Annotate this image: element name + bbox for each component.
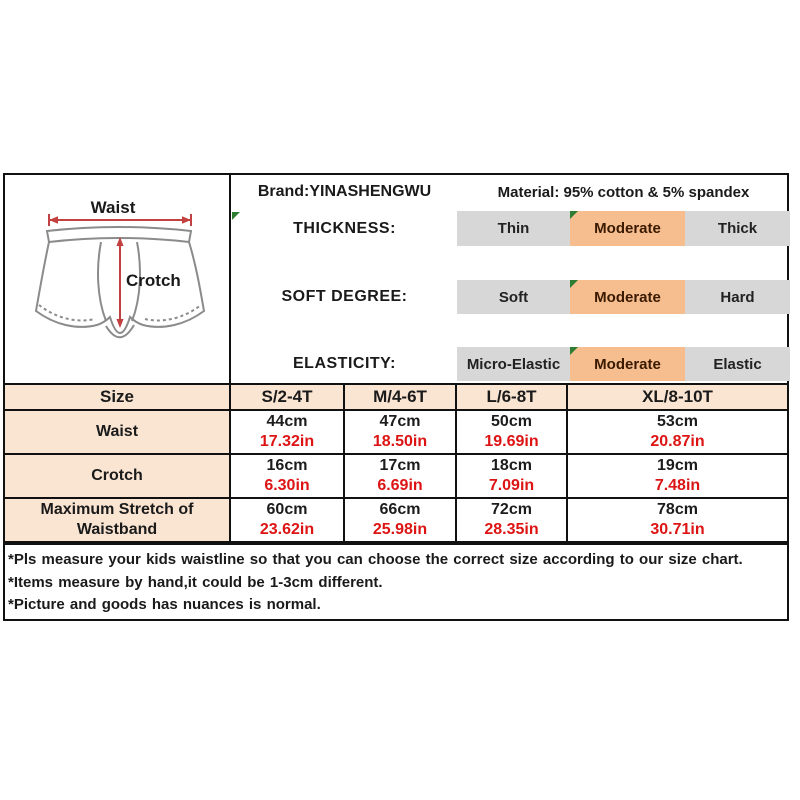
elasticity-options — [457, 347, 790, 381]
value-cm: 78cm — [657, 501, 698, 518]
value-cm: 19cm — [657, 457, 698, 474]
crotch-arrow-icon — [116, 237, 123, 328]
value-in: 7.48in — [654, 477, 701, 494]
size-cell — [345, 411, 457, 455]
soft-selected-text: Moderate — [594, 288, 661, 306]
elasticity-label: ELASTICITY: — [293, 355, 396, 372]
size-table-header: S/2-4T — [231, 385, 345, 411]
value-cm: 60cm — [266, 501, 308, 518]
value-in: 20.87in — [650, 433, 705, 450]
elasticity-option-moderate — [570, 347, 685, 381]
value-in: 23.62in — [259, 521, 315, 538]
size-cell — [457, 411, 568, 455]
value-cm: 50cm — [491, 413, 532, 430]
value-in: 19.69in — [484, 433, 539, 450]
value-cm: 17cm — [379, 457, 421, 474]
value-in: 18.50in — [372, 433, 428, 450]
value-in: 28.35in — [484, 521, 539, 538]
size-cell — [231, 455, 345, 499]
size-table-header: M/4-6T — [345, 385, 457, 411]
value-cm: 18cm — [491, 457, 532, 474]
soft-option-soft: Soft — [457, 280, 570, 314]
note-line: *Picture and goods has nuances is normal. — [8, 595, 321, 613]
value-cm: 44cm — [266, 413, 308, 430]
size-cell — [457, 499, 568, 541]
thickness-option-thin: Thin — [457, 211, 570, 246]
value-cm: 47cm — [379, 413, 421, 430]
value-in: 7.09in — [488, 477, 535, 494]
size-cell — [231, 499, 345, 541]
soft-option-moderate — [570, 280, 685, 314]
corner-marker-icon — [570, 347, 578, 355]
note-line: *Items measure by hand,it could be 1-3cm different. — [8, 573, 383, 591]
note-line: *Pls measure your kids waistline so that you can choose the correct size according to our size chart. — [8, 551, 743, 569]
value-in: 6.69in — [377, 477, 423, 494]
thickness-options — [457, 211, 790, 246]
value-in: 6.30in — [264, 477, 310, 494]
size-cell — [345, 499, 457, 541]
corner-marker-icon — [570, 280, 578, 288]
elasticity-option-micro: Micro-Elastic — [457, 347, 570, 381]
notes-box — [3, 543, 789, 621]
size-cell — [568, 455, 787, 499]
size-cell — [457, 455, 568, 499]
soft-degree-label: SOFT DEGREE: — [281, 288, 408, 305]
thickness-option-moderate — [570, 211, 685, 246]
row-label-waist: Waist — [5, 411, 231, 455]
soft-option-hard: Hard — [685, 280, 790, 314]
size-table-header: XL/8-10T — [568, 385, 787, 411]
size-table — [3, 383, 789, 543]
size-cell — [345, 455, 457, 499]
soft-degree-options — [457, 280, 790, 314]
waist-label: Waist — [90, 198, 136, 217]
thickness-option-thick: Thick — [685, 211, 790, 246]
size-table-header: Size — [5, 385, 231, 411]
material-label: Material: 95% cotton & 5% spandex — [497, 183, 750, 201]
crotch-label: Crotch — [126, 271, 181, 290]
value-cm: 72cm — [491, 501, 532, 518]
elasticity-option-elastic: Elastic — [685, 347, 790, 381]
thickness-selected-text: Moderate — [594, 220, 661, 237]
size-table-header: L/6-8T — [457, 385, 568, 411]
brand-label: Brand:YINASHENGWU — [257, 183, 432, 200]
value-cm: 53cm — [657, 413, 698, 430]
underwear-diagram-icon — [3, 173, 231, 383]
value-cm: 16cm — [266, 457, 308, 474]
row-label-crotch: Crotch — [5, 455, 231, 499]
size-cell — [568, 499, 787, 541]
value-in: 17.32in — [259, 433, 315, 450]
value-in: 30.71in — [650, 521, 705, 538]
size-cell — [568, 411, 787, 455]
value-in: 25.98in — [372, 521, 428, 538]
corner-marker-icon — [570, 211, 578, 219]
size-cell — [231, 411, 345, 455]
value-cm: 66cm — [379, 501, 421, 518]
thickness-label: THICKNESS: — [293, 219, 396, 237]
elasticity-selected-text: Moderate — [594, 355, 661, 373]
row-label-max-stretch: Maximum Stretch of Waistband — [5, 499, 231, 541]
